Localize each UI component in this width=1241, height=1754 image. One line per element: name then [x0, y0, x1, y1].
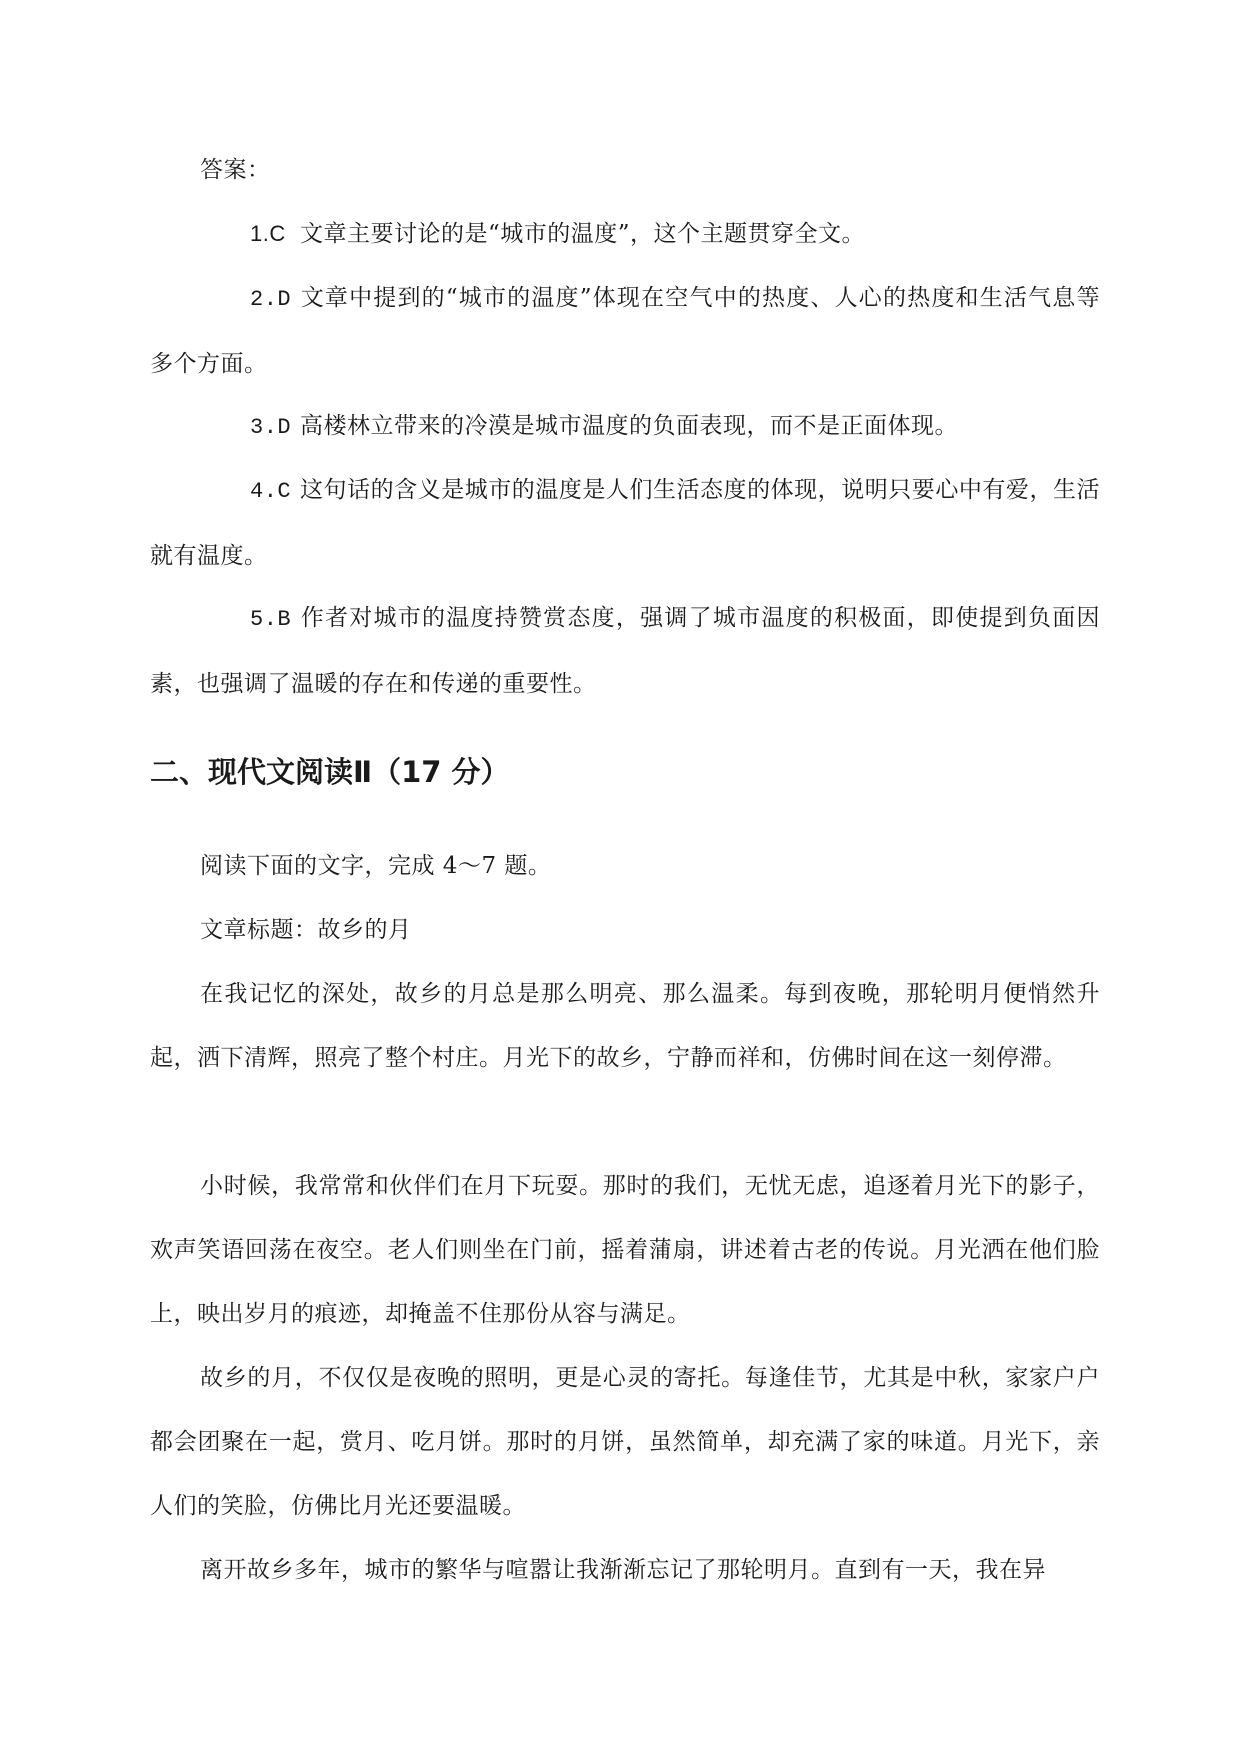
article-paragraph-2: 小时候，我常常和伙伴们在月下玩耍。那时的我们，无忧无虑，追逐着月光下的影子，欢声笑语回荡在夜空。老人们则坐在门前，摇着蒲扇，讲述着古老的传说。月光洒在他们脸上，映出岁月的痕迹，却掩盖不住那份从容与满足。 [150, 1173, 1100, 1327]
answer-number: 3.D [250, 415, 292, 440]
answer-item-2 [150, 266, 1100, 396]
answer-text: 高楼林立带来的冷漠是城市温度的负面表现，而不是正面体现。 [300, 413, 958, 439]
answer-text: 这句话的含义是城市的温度是人们生活态度的体现，说明只要心中有爱，生活就有温度。 [150, 477, 1100, 569]
section-heading: 二、现代文阅读Ⅱ（17 分） [150, 755, 510, 789]
answer-item-3 [150, 394, 1100, 460]
answer-number: 2.D [250, 287, 292, 312]
article-paragraph-3: 故乡的月，不仅仅是夜晚的照明，更是心灵的寄托。每逢佳节，尤其是中秋，家家户户都会团聚在一起，赏月、吃月饼。那时的月饼，虽然简单，却充满了家的味道。月光下，亲人们的笑脸，仿佛比月光还要温暖。 [150, 1365, 1100, 1519]
answers-label: 答案： [200, 157, 271, 183]
answer-item-1 [150, 202, 1100, 266]
answer-number: 1.C [250, 221, 286, 246]
article-paragraph-4: 离开故乡多年，城市的繁华与喧嚣让我渐渐忘记了那轮明月。直到有一天，我在异 [200, 1557, 1046, 1583]
article-title: 文章标题：故乡的月 [200, 917, 412, 943]
reading-instruction: 阅读下面的文字，完成 4～7 题。 [200, 853, 552, 879]
answer-text: 文章中提到的“城市的温度”体现在空气中的热度、人心的热度和生活气息等多个方面。 [150, 285, 1100, 377]
answer-number: 5.B [250, 607, 292, 632]
answer-number: 4.C [250, 479, 292, 504]
answer-text: 作者对城市的温度持赞赏态度，强调了城市温度的积极面，即使提到负面因素，也强调了温暖的存在和传递的重要性。 [150, 605, 1100, 697]
answer-item-4 [150, 458, 1100, 588]
answer-text: 文章主要讨论的是“城市的温度”，这个主题贯穿全文。 [300, 221, 866, 247]
article-paragraph-1: 在我记忆的深处，故乡的月总是那么明亮、那么温柔。每到夜晚，那轮明月便悄然升起，洒下清辉，照亮了整个村庄。月光下的故乡，宁静而祥和，仿佛时间在这一刻停滞。 [150, 981, 1100, 1071]
answer-item-5 [150, 586, 1100, 716]
